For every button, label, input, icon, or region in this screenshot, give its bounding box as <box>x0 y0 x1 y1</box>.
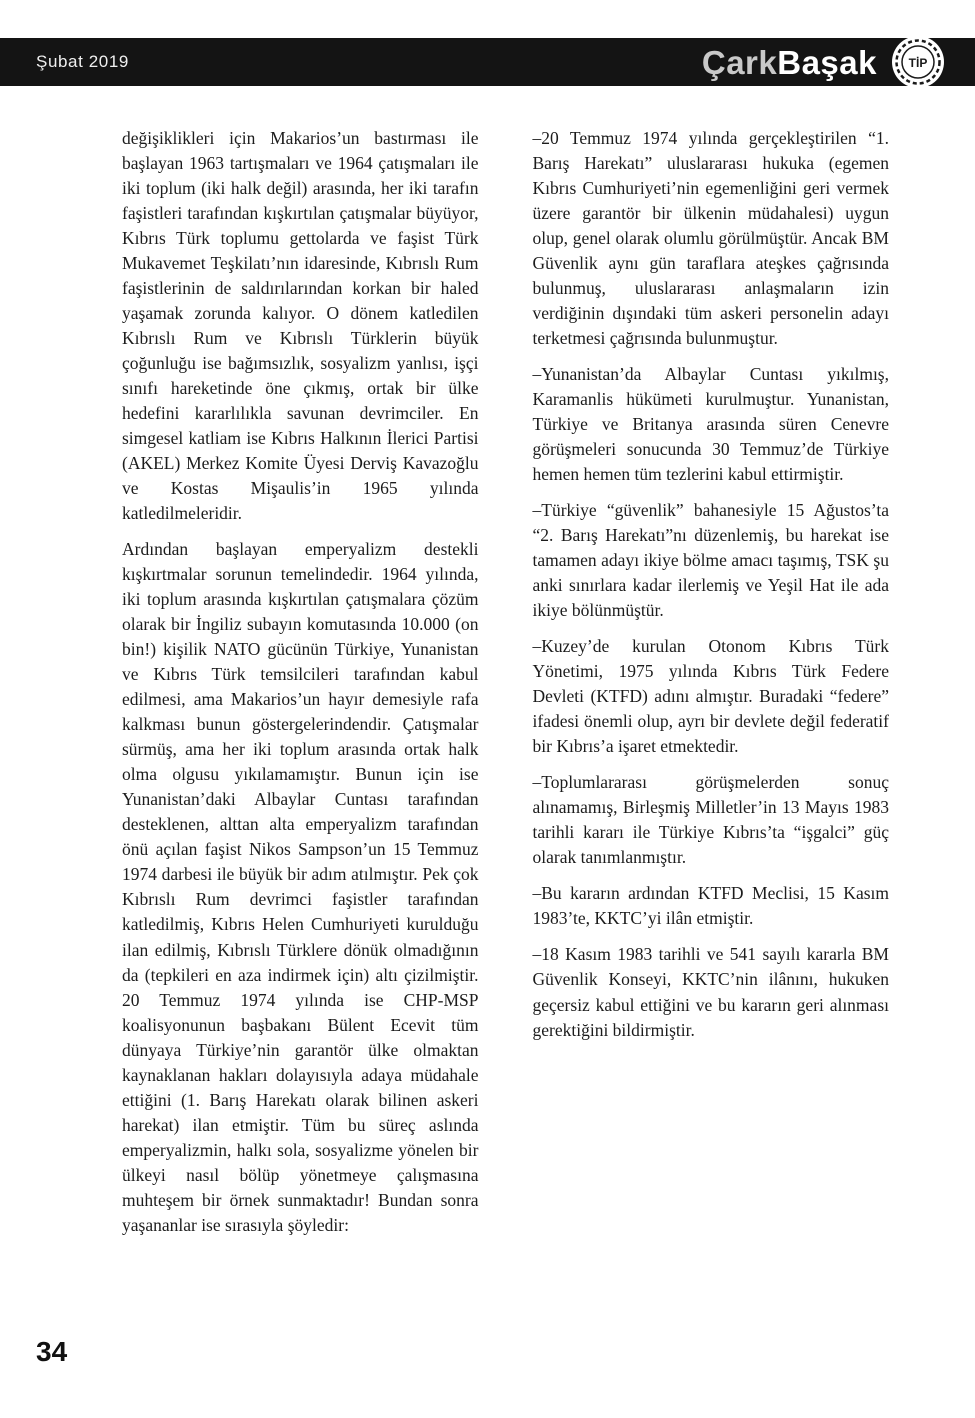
paragraph: –Kuzey’de kurulan Otonom Kıbrıs Türk Yönetimi, 1975 yılında Kıbrıs Türk Federe Devleti (KTFD) adını almıştır. Buradaki “federe” ifadesi önemli olup, ayrı bir devlete değil federatif bir Kıbrıs’a işaret etmektedir. <box>532 636 889 757</box>
tip-logo-icon <box>891 35 945 89</box>
paragraph: Ardından başlayan emperyalizm destekli kışkırtmalar sorunun temelindedir. 1964 yılında, iki toplum arasında kışkırtılan çatışmalara çözüm olarak bir İngiliz subayın komutasında 10.000 (on bin!) kişilik NATO gücünün Türkiye, Yunanistan ve Kıbrıs Türk temsilcileri tarafından kabul edilmesi, ama Makarios’un hayır demesiyle rafa kalkması bunun göstergelerindendir. Çatışmalar sürmüş, ama her iki toplum arasında ortak halk olma olgusu yıkılamamıştır. Bunun için ise Yunanistan’daki Albaylar Cuntası tarafından desteklenen, alttan alta emperyalizm tarafından önü açılan faşist Nikos Sampson’un 15 Temmuz 1974 darbesi ile büyük bir adım atılmıştır. Pek çok Kıbrıslı Rum devrimci faşistler tarafından katledilmiş, Kıbrıs Helen Cumhuriyeti kurulduğu ilan edilmiş, Kıbrıslı Türklere dönük olmadığının da (tepkileri en aza indirmek için) altı çizilmiştir. 20 Temmuz 1974 yılında ise CHP-MSP koalisyonunun başbakanı Bülent Ecevit tüm dünyaya Türkiye’nin garantör ülke olmaktan kaynaklanan hakları dolayısıyla adaya müdahale ettiğini (1. Barış Harekatı olarak bilinen askeri harekat) ilan etmiştir. Tüm bu süreç aslında emperyalizmin, halkı sola, sosyalizme yönelen bir ülkeyi nasıl bölüp yönetmeye çalışmasına muhteşem bir örnek sunmaktadır! Bundan sonra yaşananlar ise sırasıyla şöyledir: <box>122 539 479 1235</box>
left-column <box>122 126 479 1249</box>
masthead-cark: Çark <box>701 43 778 81</box>
masthead-basak: Başak <box>777 43 877 81</box>
tip-logo-text: TİP <box>908 56 928 70</box>
article-body <box>0 86 975 1249</box>
masthead <box>701 43 877 81</box>
header-right <box>702 38 945 86</box>
paragraph: –18 Kasım 1983 tarihli ve 541 sayılı kararla BM Güvenlik Konseyi, KKTC’nin ilânını, hukuken geçersiz kabul ettiğini ve bu kararın geri alınması gerektiğini bildirmiştir. <box>532 944 889 1040</box>
paragraph: –Yunanistan’da Albaylar Cuntası yıkılmış, Karamanlis hükümeti kurulmuştur. Yunanistan, Türkiye ve Britanya arasında süren Cenevre görüşmeleri sonucunda 30 Temmuz’de Türkiye hemen hemen tüm tezlerini kabul ettirmiştir. <box>532 364 889 485</box>
paragraph: –Türkiye “güvenlik” bahanesiyle 15 Ağustos’ta “2. Barış Harekatı”nı düzenlemiş, bu harekat ise tamamen adayı ikiye bölme amacı taşımış, TSK şu anki sınırlara kadar ilerlemiş ve Yeşil Hat ile ada ikiye bölünmüştür. <box>532 500 889 621</box>
paragraph: –20 Temmuz 1974 yılında gerçekleştirilen “1. Barış Harekatı” uluslararası hukuka (egemen Kıbrıs Cumhuriyeti’nin egemenliğini geri vermek üzere garantör bir ülkenin müdahalesi) uygun olup, genel olarak olumlu görülmüştür. Ancak BM Güvenlik aynı gün taraflara ateşkes çağrısında bulunmuş, uluslararası anlaşmaların izin verdiğinin dışındaki tüm askeri personelin adayı terketmesi çağrısında bulunmuştur. <box>532 128 889 349</box>
right-column <box>533 126 890 1249</box>
header-bar <box>0 38 975 86</box>
issue-date: Şubat 2019 <box>36 52 129 71</box>
paragraph: –Toplumlararası görüşmelerden sonuç alınamamış, Birleşmiş Milletler’in 13 Mayıs 1983 tarihli kararı ile Türkiye Kıbrıs’ta “işgalci” güç olarak tanımlanmıştır. <box>532 772 889 868</box>
paragraph: –Bu kararın ardından KTFD Meclisi, 15 Kasım 1983’te, KKTC’yi ilân etmiştir. <box>532 883 889 929</box>
page-number: 34 <box>36 1336 68 1367</box>
paragraph: değişiklikleri için Makarios’un bastırması ile başlayan 1963 tartışmaları ve 1964 çatışmaları ile iki toplum (iki halk değil) arasında, her iki tarafın faşistleri tarafından kışkırtılan çatışmalar büyüyor, Kıbrıs Türk toplumu gettolarda ve faşist Türk Mukavemet Teşkilatı’nın idaresinde, Kıbrıslı Rum faşistlerinin de saldırılarından korkan bir haled yaşamak zorunda kalıyor. O dönem katledilen Kıbrıslı Rum ve Kıbrıslı Türklerin büyük çoğunluğu ise bağımsızlık, sosyalizm yanlısı, işçi sınıfı hareketinde öne çıkmış, ortak bir ülke hedefini kararlılıkla savunan devrimciler. En simgesel katliam ise Kıbrıs Halkının İlerici Partisi (AKEL) Merkez Komite Üyesi Derviş Kavazoğlu ve Kostas Mişaulis’in 1965 yılında katledilmeleridir. <box>122 128 479 524</box>
